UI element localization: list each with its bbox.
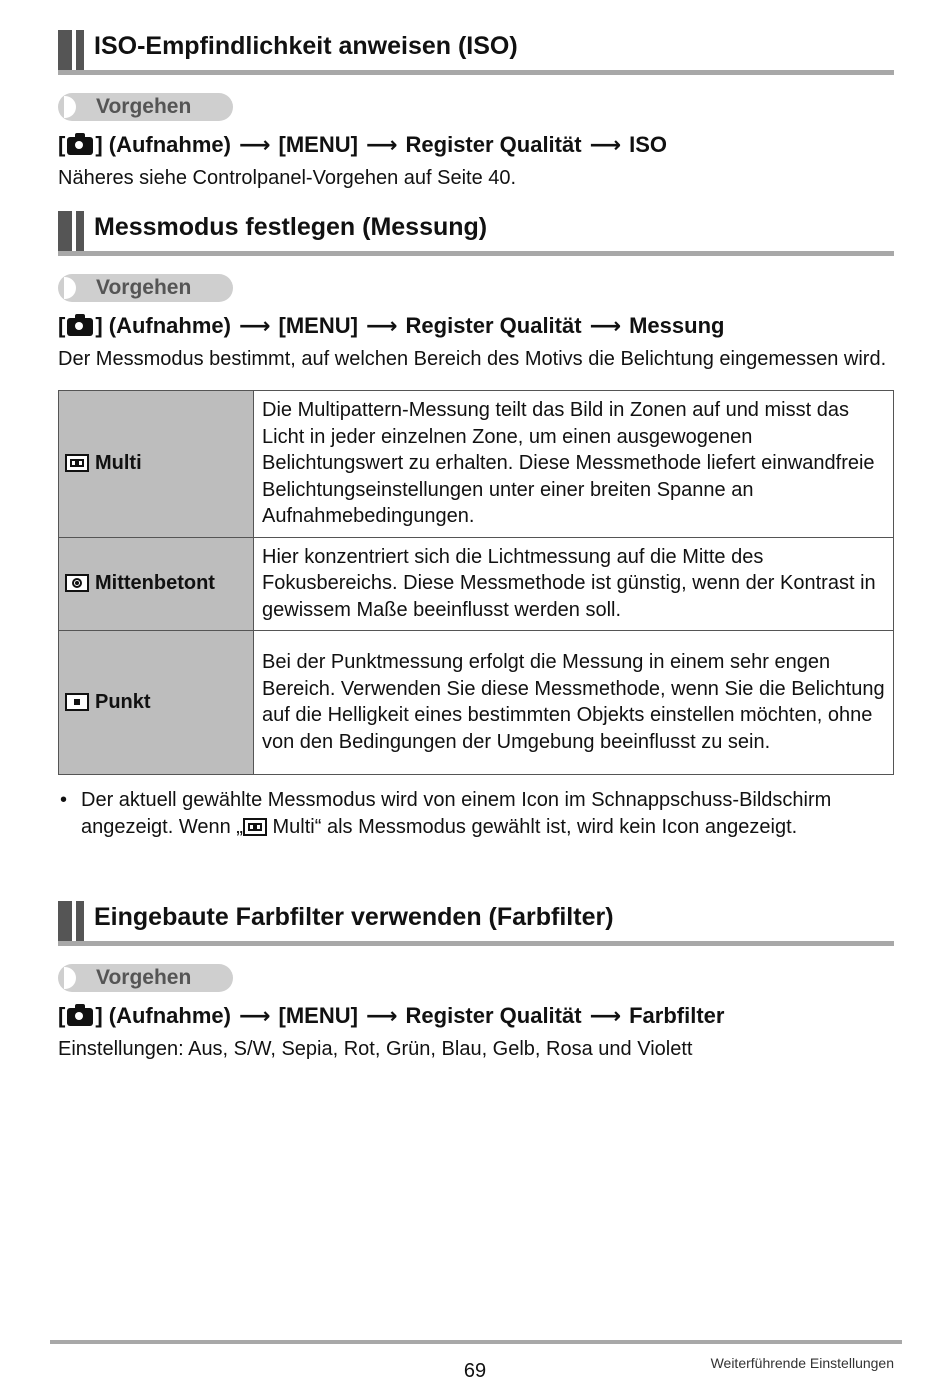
spot-metering-icon xyxy=(65,693,89,711)
arrow-right-icon: ⟶ xyxy=(238,132,271,157)
table-row xyxy=(59,537,894,631)
footer-divider xyxy=(50,1340,902,1344)
section-messung xyxy=(58,211,894,841)
menu-path: [ ] (Aufnahme) ⟶ [MENU] ⟶ Register Qualität ⟶ ISO xyxy=(58,130,894,160)
page-number: 69 xyxy=(463,1360,487,1382)
metering-mode-label: Multi xyxy=(59,391,254,538)
metering-mode-description: Hier konzentriert sich die Lichtmessung auf die Mitte des Fokusbereichs. Diese Messmethode ist günstig, wenn der Kontrast in gewissem Maße beeinflusst werden soll. xyxy=(254,537,894,631)
arrow-right-icon: ⟶ xyxy=(589,313,622,338)
vorgehen-badge: Vorgehen xyxy=(58,274,233,302)
arrow-right-icon: ⟶ xyxy=(365,1003,398,1028)
section-heading xyxy=(58,901,894,946)
section-text: Einstellungen: Aus, S/W, Sepia, Rot, Grün, Blau, Gelb, Rosa und Violett xyxy=(58,1038,693,1060)
multi-metering-icon xyxy=(65,454,89,472)
menu-path: [ ] (Aufnahme) ⟶ [MENU] ⟶ Register Qualität ⟶ Messung xyxy=(58,311,894,341)
center-weighted-metering-icon xyxy=(65,574,89,592)
table-row xyxy=(59,391,894,538)
metering-mode-label: Punkt xyxy=(59,631,254,775)
table-row xyxy=(59,631,894,775)
arrow-right-icon: ⟶ xyxy=(589,132,622,157)
chapter-title: Weiterführende Einstellungen xyxy=(710,1355,894,1371)
camera-icon xyxy=(67,1008,93,1026)
section-farbfilter xyxy=(58,901,894,1063)
arrow-right-icon: ⟶ xyxy=(365,132,398,157)
section-title: Messmodus festlegen (Messung) xyxy=(94,213,488,241)
metering-mode-description: Bei der Punktmessung erfolgt die Messung in einem sehr engen Bereich. Verwenden Sie diese Messmethode, wenn Sie die Belichtung auf die Helligkeit eines bestimmten Objekts einstellen möchten, ohne von den Bedingungen der Umgebung beeinflusst zu sein. xyxy=(254,631,894,775)
vorgehen-badge: Vorgehen xyxy=(58,93,233,121)
camera-icon xyxy=(67,137,93,155)
metering-mode-description: Die Multipattern-Messung teilt das Bild in Zonen auf und misst das Licht in jeder einzelnen Zone, um einen ausgewogenen Belichtungswert zu erhalten. Diese Messmethode liefert einwandfreie Belichtungseinstellungen unter einer breiten Spanne an Aufnahmebedingungen. xyxy=(254,391,894,538)
arrow-right-icon: ⟶ xyxy=(365,313,398,338)
metering-mode-label: Mittenbetont xyxy=(59,537,254,631)
section-text: Der Messmodus bestimmt, auf welchen Bereich des Motivs die Belichtung eingemessen wird. xyxy=(58,348,887,370)
section-title: ISO-Empfindlichkeit anweisen (ISO) xyxy=(94,32,518,60)
menu-path: [ ] (Aufnahme) ⟶ [MENU] ⟶ Register Qualität ⟶ Farbfilter xyxy=(58,1001,894,1031)
section-title: Eingebaute Farbfilter verwenden (Farbfilter) xyxy=(94,903,614,931)
multi-metering-icon xyxy=(243,818,267,836)
section-text: Näheres siehe Controlpanel-Vorgehen auf Seite 40. xyxy=(58,167,517,189)
section-heading xyxy=(58,211,894,256)
arrow-right-icon: ⟶ xyxy=(589,1003,622,1028)
note-bullet: • Der aktuell gewählte Messmodus wird von einem Icon im Schnappschuss-Bildschirm angezeigt. Wenn „ Multi“ als Messmodus gewählt ist, wird kein Icon angezeigt. xyxy=(60,789,832,838)
camera-icon xyxy=(67,318,93,336)
section-iso xyxy=(58,30,894,192)
vorgehen-badge: Vorgehen xyxy=(58,964,233,992)
arrow-right-icon: ⟶ xyxy=(238,1003,271,1028)
section-heading xyxy=(58,30,894,75)
metering-table xyxy=(58,390,894,775)
arrow-right-icon: ⟶ xyxy=(238,313,271,338)
